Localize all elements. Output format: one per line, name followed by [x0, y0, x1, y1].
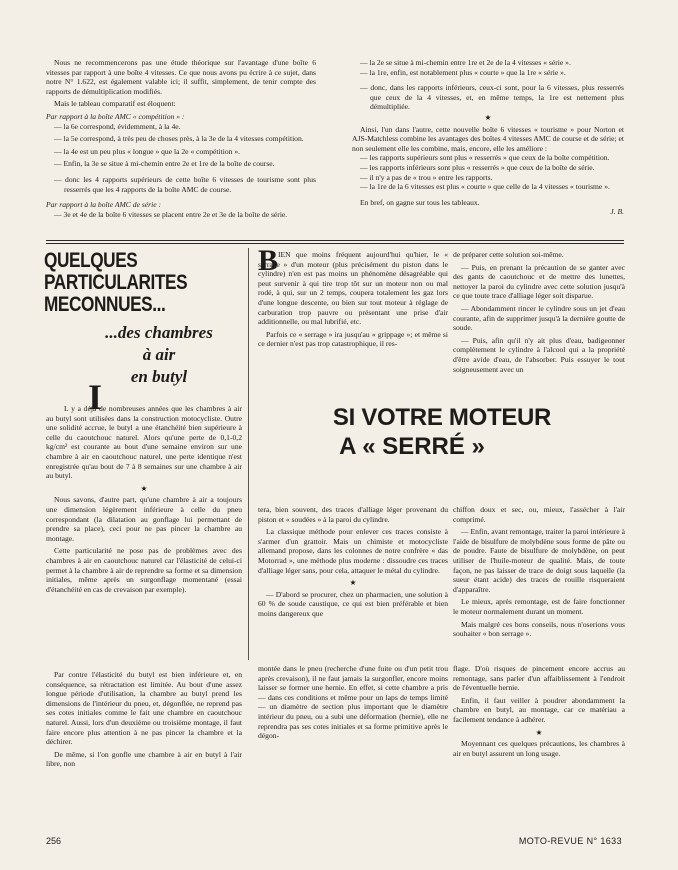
article-paragraph: La classique méthode pour enlever ces traces consiste à s'armer d'un grattoir. Mais un chimiste et motocycliste allemand propose, dans les colonnes de notre confrère « das Motorrad », une méthode plus moderne : dissoudre ces traces d'alliage léger sans, pour cela, attaquer le métal du cylindre. — [258, 527, 448, 575]
article-paragraph: tera, bien souvent, des traces d'alliage léger provenant du piston et « soudées » à la paroi du cylindre. — [258, 505, 448, 524]
heading-line: QUELQUES — [44, 249, 138, 272]
seizure-article-column-1 — [258, 244, 448, 352]
comparison-conclusion: — donc, dans les rapports inférieurs, ceux-ci sont, pour la 6 vitesses, plus resserrés que ceux de la 4 vitesses, et, en même temps, la 1re est nettement plus démultipliée. — [360, 83, 624, 112]
article-paragraph: flage. D'où risques de pincement encore accrus au remontage, sans parler d'un affaiblissement à l'endroit de l'éventuelle hernie. — [453, 664, 625, 693]
gearbox-article-left-column — [46, 58, 316, 222]
seizure-article-column-4 — [453, 505, 625, 642]
drop-cap: I — [88, 377, 103, 417]
article-paragraph: Nous savons, d'autre part, qu'une chambre à air a toujours une dimension légèrement inférieure à celle du pneu correspondant (la dilatation au gonflage lui permettant de prendre sa place), ceci pour ne pas pincer la chambre au montage. — [46, 495, 242, 543]
magazine-issue: MOTO-REVUE N° 1633 — [518, 836, 622, 846]
article-paragraph: Moyennant ces quelques précautions, les chambres à air en butyl assurent un long usage. — [453, 739, 625, 758]
section-divider — [46, 240, 624, 241]
article-paragraph: L y a déjà de nombreuses années que les chambres à air au butyl sont utilisées dans la construction motocycliste. Outre une solidité accrue, le butyl a une étanchéité bien supérieure à celle du caoutchouc naturel. Alors qu'une perte de 0,1-0,2 kg/cm² est courante au bout d'une semaine environ sur une chambre à air en caoutchouc naturel, une perte identique n'est enregistrée qu'au bout de 7 à 8 semaines sur une chambre à air au butyl. — [46, 404, 242, 481]
heading-subtitle: à air — [142, 345, 176, 364]
article-paragraph: Par contre l'élasticité du butyl est bien inférieure et, en conséquence, sa rétractation est limitée. Au bout d'une assez longue période d'utilisation, la chambre au butyl prend les dimensions de l'intérieur du pneu, et, dégonflée, ne reprend pas ses cotes initiales comme le fait une chambre en caoutchouc naturel. Aussi, lors d'un deuxième ou troisième montage, il faut faire encore plus attention à ne pas pincer la chambre et la déchirer. — [46, 670, 242, 747]
comparison-item: — 3e et 4e de la boîte 6 vitesses se placent entre 2e et 3e de la boîte de série. — [54, 209, 288, 219]
seizure-article-title — [258, 404, 626, 462]
author-signature: J. B. — [610, 207, 624, 217]
separator-star: ★ — [349, 578, 357, 588]
article-paragraph: de préparer cette solution soi-même. — [453, 250, 564, 259]
butyl-article-column-2 — [258, 664, 448, 744]
gearbox-article-right-column — [352, 58, 624, 220]
comparison-heading-competition: Par rapport à la boîte AMC « compétition » : — [46, 111, 185, 121]
separator-star: ★ — [535, 727, 543, 737]
comparison-item: — la 6e correspond, évidemment, à la 4e. — [54, 121, 181, 131]
comparison-item: — la 4e est un peu plus « longue » que la 2e « compétition ». — [54, 146, 241, 156]
page-number: 256 — [46, 836, 62, 846]
drop-cap: B — [258, 244, 279, 277]
heading-subtitle: en butyl — [130, 367, 188, 386]
article-paragraph: chiffon doux et sec, ou, mieux, l'assécher à l'air comprimé. — [453, 505, 625, 524]
article-paragraph: Enfin, il faut veiller à poudrer abondamment la chambre en butyl, au montage, car ce matériau a facilement tendance à adhérer. — [453, 695, 625, 724]
title-line: A « SERRÉ » — [339, 433, 485, 460]
comparison-item: — la 2e se situe à mi-chemin entre 1re et 2e de la 4 vitesses « série ». — [360, 58, 571, 67]
summary-item: — les rapports inférieurs sont plus « resserrés » que ceux de la boîte de série. — [360, 162, 595, 172]
separator-star: ★ — [484, 112, 492, 122]
summary-item: — il n'y a pas de « trou » entre les rapports. — [360, 172, 493, 182]
article-paragraph: De même, si l'on gonfle une chambre à air en butyl à l'air libre, non — [46, 749, 242, 769]
comparison-item: — Enfin, la 3e se situe à mi-chemin entre 2e et 1re de la boîte de course. — [54, 159, 275, 169]
article-paragraph: Parfois ce « serrage » ira jusqu'au « grippage »; et même si ce dernier n'est pas trop catastrophique, il res- — [258, 329, 448, 349]
article-paragraph: — Abondamment rincer le cylindre sous un jet d'eau courante, afin de supprimer jusqu'à la dernière goutte de soude. — [453, 303, 625, 333]
comparison-item: — la 1re, enfin, est notablement plus « courte » que la 1re « série ». — [360, 67, 566, 77]
article-paragraph: Mais malgré ces bons conseils, nous n'oserions vous souhaiter « bon serrage ». — [453, 619, 625, 639]
comparison-heading-serie: Par rapport à la boîte AMC de série : — [46, 200, 162, 210]
title-line: SI VOTRE MOTEUR — [332, 404, 552, 431]
heading-subtitle: ...des chambres — [105, 323, 213, 342]
summary-item: — les rapports supérieurs sont plus « resserrés » que ceux de la boîte compétition. — [360, 153, 610, 163]
butyl-article-column-1-continued — [46, 670, 242, 772]
summary-item: — la 1re de la 6 vitesses est plus « courte » que celle de la 4 vitesses « tourisme ». — [360, 182, 610, 192]
comparison-item: — la 5e correspond, à très peu de choses près, à la 3e de la 4 vitesses compétition. — [54, 134, 304, 144]
butyl-article-column-3 — [453, 664, 625, 761]
article-paragraph: — Enfin, avant remontage, traiter la paroi intérieure à l'aide de bisulfure de molybdène sous forme de pâte ou de poudre. Faute de bisulfure de molybdène, on peut utiliser de l'huile-moteur de qualité. Mais, de toute façon, ne pas laisser de trace de doigt sous laquelle (la sueur étant acide) des traces de rouille risqueraient d'apparaître. — [453, 527, 625, 594]
comparison-conclusion: — donc les 4 rapports supérieurs de cette boîte 6 vitesses de tourisme sont plus resserrés que les 4 rapports de la boîte AMC de course. — [54, 174, 316, 194]
table-lead: Mais le tableau comparatif est éloquent: — [54, 99, 176, 109]
heading-line: PARTICULARITES — [44, 271, 188, 294]
gearbox-summary: Ainsi, l'un dans l'autre, cette nouvelle boîte 6 vitesses « tourisme » pour Norton et AJS-Matchless combine les avantages des boîtes 4 vitesses AMC de course et de série; et non seulement elle les combine, mais, encore, elle les améliore : — [352, 124, 624, 153]
separator-star: ★ — [140, 483, 148, 493]
butyl-article-heading — [44, 250, 244, 388]
article-paragraph: montée dans le pneu (recherche d'une fuite ou d'un petit trou après crevaison), il ne faut jamais la surgonfler, encore moins laisser se former une hernie. En effet, si cette chambre a pris — dans ces conditions et même pour un laps de temps limité — un diamètre de section plus important que le diamètre intérieur du pneu, ou a subi une déformation (hernie), elle ne reprendra pas ses cotes initiales et sa forme primitive après le dégon- — [258, 664, 448, 741]
article-paragraph: — D'abord se procurer, chez un pharmacien, une solution à 60 % de soude caustique, ce qui est bien préférable et bien moins dangereux que — [258, 589, 448, 618]
seizure-article-column-2 — [453, 250, 625, 377]
article-paragraph: Le mieux, après remontage, est de faire fonctionner le moteur normalement durant un moment. — [453, 597, 625, 616]
article-paragraph: IEN que moins fréquent aujourd'hui qu'hier, le « serrage » d'un moteur (plus précisément du piston dans le cylindre) n'en est pas moins un phénomène désagréable qui peut survenir à qui tire trop tôt sur un moteur non ou mal rodé, à qui, sur un 2 temps, coupera totalement les gaz lors d'une longue descente, ou bien sur tout moteur à réglage de carburation trop pauvre ou présentant une prise d'air additionnelle, ou mal lubrifié, etc. — [258, 250, 448, 327]
seizure-article-column-3 — [258, 505, 448, 622]
article-paragraph: — Puis, afin qu'il n'y ait plus d'eau, badigeonner complètement le cylindre à l'alcool qui a la propriété d'être avide d'eau, de l'absorber. Puis essuyer le tout soigneusement avec un — [453, 335, 625, 374]
article-paragraph: — Puis, en prenant la précaution de se ganter avec des gants de caoutchouc et de mettre des lunettes, nettoyer la paroi du cylindre avec cette solution jusqu'à ce que toute trace d'alliage léger soit disparue. — [453, 262, 625, 301]
article-paragraph: Cette particularité ne pose pas de problèmes avec des chambres à air en caoutchouc naturel car l'élasticité de celui-ci permet à la chambre à air de reprendre sa forme et sa dimension initiales, même après un surgonflage momentané (essai d'étanchéité en cas de crevaison par exemple). — [46, 546, 242, 594]
section-divider — [46, 243, 624, 244]
heading-line: MECONNUES... — [44, 293, 166, 316]
gearbox-closing: En bref, on gagne sur tous les tableaux. — [360, 197, 480, 207]
gearbox-intro: Nous ne recommencerons pas une étude théorique sur l'avantage d'une boîte 6 vitesses par rapport à une boîte 4 vitesses. Ce que nous avons pu écrire à ce sujet, dans notre N° 1.622, est également valable ici; il suffit, simplement, de tenir compte des rapports de démultiplication modifiés. — [46, 58, 316, 96]
